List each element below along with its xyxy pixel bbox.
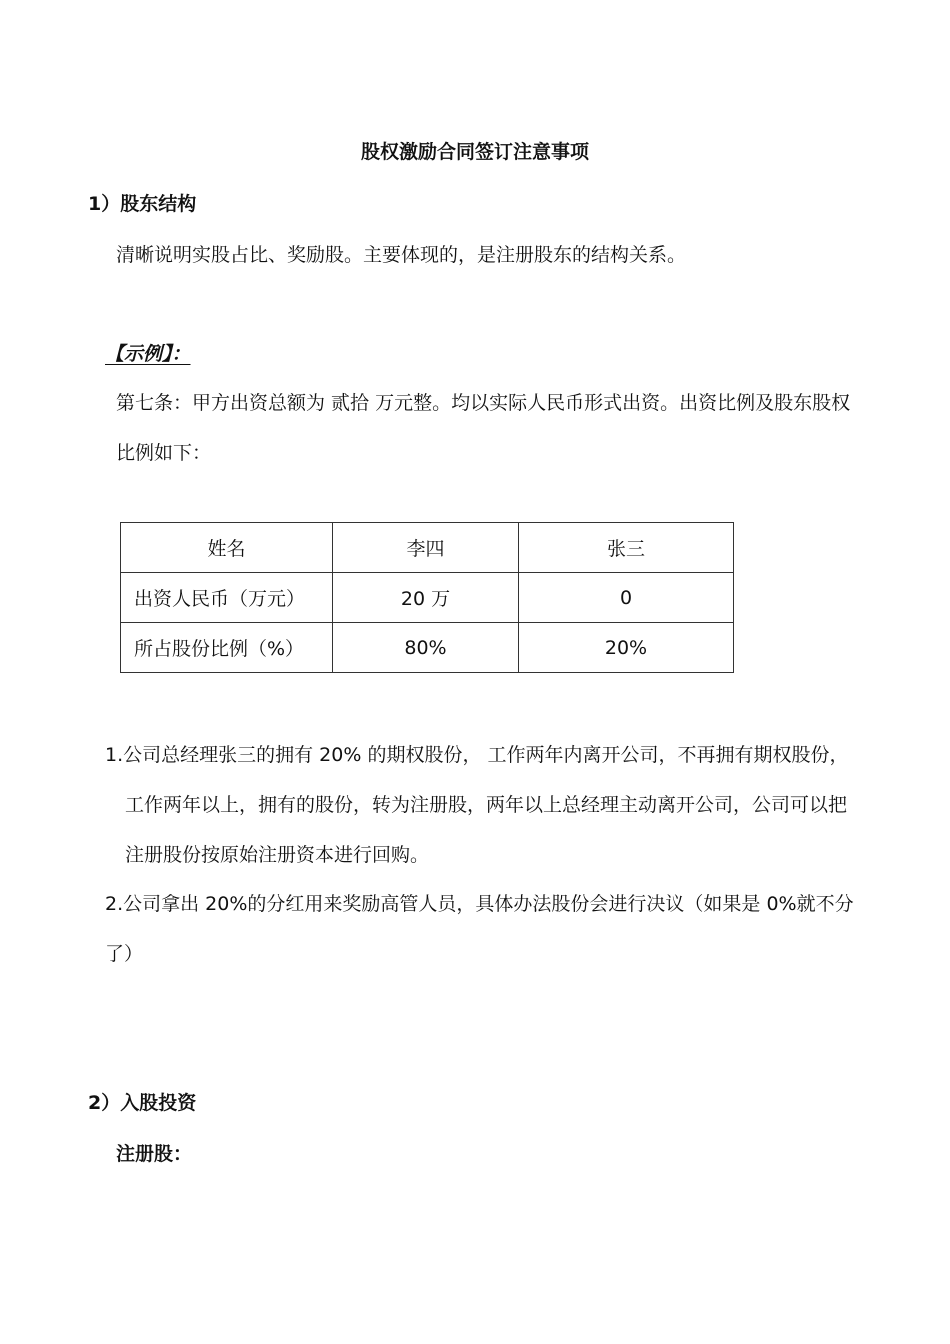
note-1-line-2: 工作两年以上，拥有的股份，转为注册股，两年以上总经理主动离开公司，公司可以把 [125,794,848,816]
section-2-heading: 2）入股投资 [88,1092,197,1114]
table-cell: 20 万 [333,573,519,623]
document-title: 股权激励合同签订注意事项 [360,141,589,163]
shareholder-table [120,522,734,673]
clause-line-1: 第七条：甲方出资总额为 贰拾 万元整。均以实际人民币形式出资。出资比例及股东股权 [116,392,851,414]
table-header-cell: 李四 [333,523,519,573]
table-row [121,623,734,673]
table-header-cell: 姓名 [121,523,333,573]
table-row [121,573,734,623]
table-header-row [121,523,734,573]
clause-line-2: 比例如下： [116,442,212,464]
note-1-line-1: 1.公司总经理张三的拥有 20% 的期权股份， 工作两年内离开公司，不再拥有期权股份， [105,744,849,766]
table-cell: 20% [519,623,734,673]
table-cell: 0 [519,573,734,623]
section-1-intro: 清晰说明实股占比、奖励股。主要体现的，是注册股东的结构关系。 [116,244,687,266]
table-cell: 80% [333,623,519,673]
table-header-cell: 张三 [519,523,734,573]
table-cell: 所占股份比例（%） [121,623,333,673]
table-cell: 出资人民币（万元） [121,573,333,623]
section-2-subheading: 注册股： [116,1143,193,1165]
note-2-line-2: 了） [105,943,144,965]
example-label: 【示例】： [105,343,191,365]
section-1-heading: 1）股东结构 [88,193,197,215]
note-1-line-3: 注册股份按原始注册资本进行回购。 [125,844,430,866]
note-2-line-1: 2.公司拿出 20%的分红用来奖励高管人员，具体办法股份会进行决议（如果是 0%就不分 [105,893,854,915]
